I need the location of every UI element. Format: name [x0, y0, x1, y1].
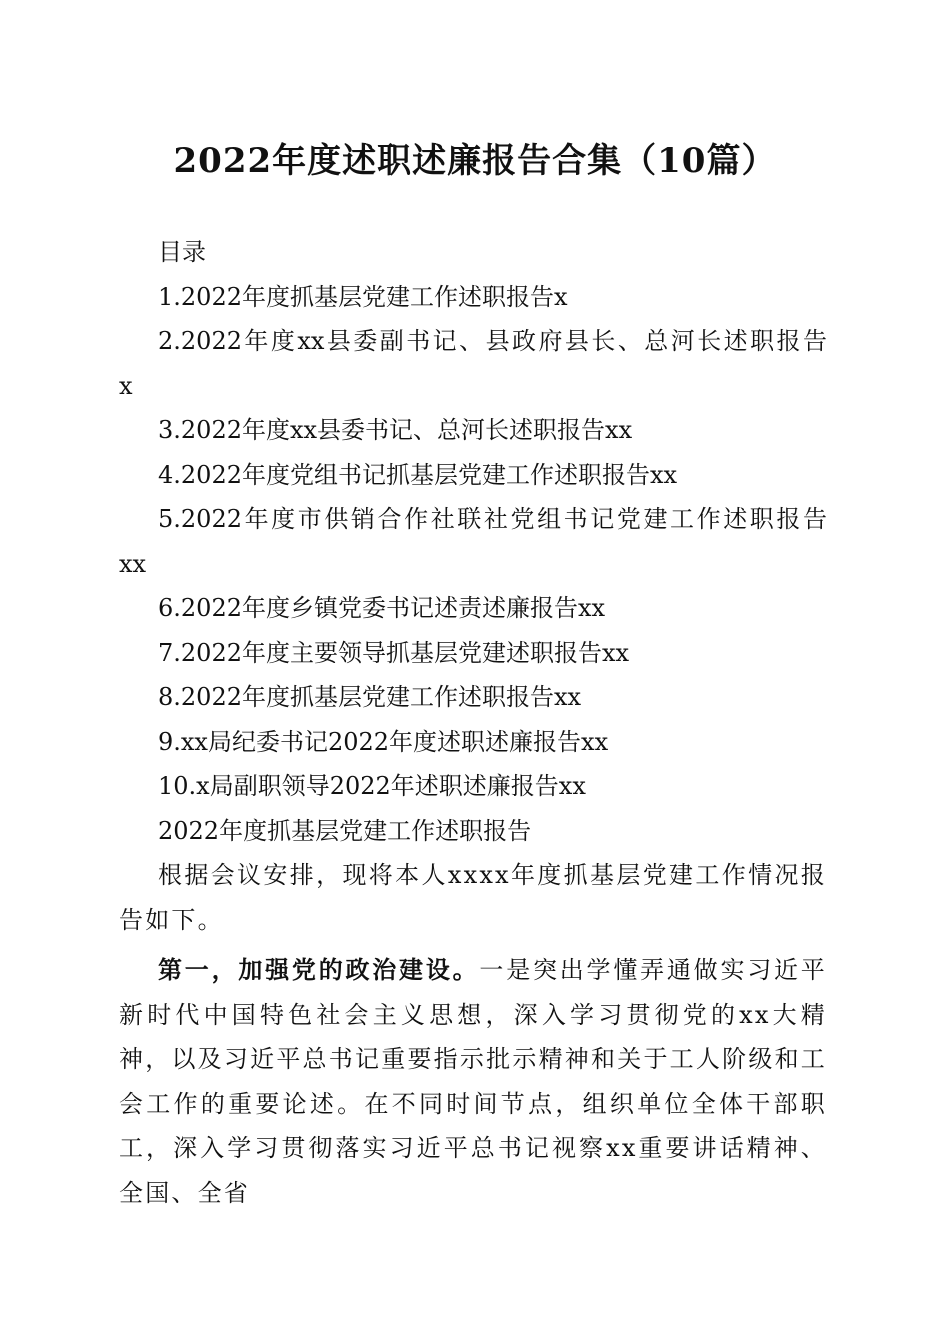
toc-item-8: 8.2022年度抓基层党建工作述职报告xx: [158, 683, 582, 711]
toc-item-6: 6.2022年度乡镇党委书记述责述廉报告xx: [158, 594, 606, 622]
toc-item-3: 3.2022年度xx县委书记、总河长述职报告xx: [158, 416, 633, 444]
toc-item-7: 7.2022年度主要领导抓基层党建述职报告xx: [158, 638, 630, 667]
toc-item-2: 2.2022年度xx县委副书记、县政府县长、总河长述职报告: [158, 327, 827, 355]
document-body: [119, 230, 827, 1215]
toc-item-5: 5.2022年度市供销合作社联社党组书记党建工作述职报告: [158, 505, 827, 533]
section-title: 2022年度抓基层党建工作述职报告: [158, 816, 532, 845]
toc-item-4: 4.2022年度党组书记抓基层党建工作述职报告xx: [158, 460, 678, 489]
paragraph-text: 一是突出学懂弄通做实习近平新时代中国特色社会主义思想，深入学习贯彻党的xx大精神，以及习近平总书记重要指示批示精神和关于工人阶级和工会工作的重要论述。在不同时间节点，组织单位全体干部职工，深入学习贯彻落实习近平总书记视察xx重要讲话精神、全国、全省: [119, 956, 827, 1207]
paragraph-lead: 第一，加强党的政治建设。: [158, 955, 480, 984]
body-paragraph-1: [119, 948, 827, 1215]
toc-item-10: 10.x局副职领导2022年述职述廉报告xx: [158, 772, 586, 800]
toc-item-1: 1.2022年度抓基层党建工作述职报告x: [158, 282, 568, 311]
toc-item-2-continuation: x: [119, 371, 133, 400]
intro-paragraph: 根据会议安排，现将本人xxxx年度抓基层党建工作情况报告如下。: [119, 861, 827, 934]
toc-item-9: 9.xx局纪委书记2022年度述职述廉报告xx: [158, 727, 609, 756]
toc-item-5-continuation: xx: [119, 549, 147, 578]
toc-heading: 目录: [158, 238, 206, 266]
document-title: 2022年度述职述廉报告合集（10篇）: [173, 141, 777, 181]
